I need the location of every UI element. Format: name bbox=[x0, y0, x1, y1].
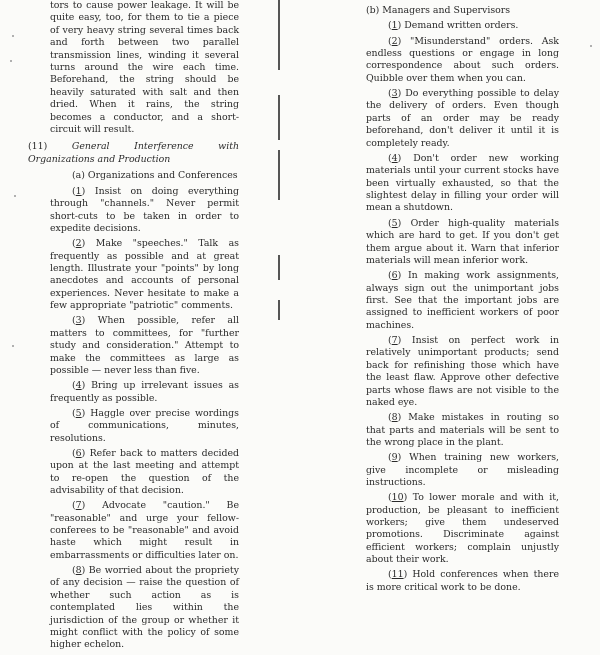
item-text: To lower morale and with it, production, be pleasant to inefficient workers; give them undeserved promotions. Discriminate against efficient workers; complain unjustly about their work. bbox=[366, 492, 559, 566]
item-number: (5) bbox=[388, 217, 411, 229]
item-number: (11) bbox=[388, 569, 413, 581]
item-number: (2) bbox=[388, 35, 411, 47]
item-number: (8) bbox=[388, 412, 409, 424]
item-text: Do everything possible to delay the delivery of orders. Even though parts of an order may be ready beforehand, don't deliver it until it is completely ready. bbox=[366, 88, 559, 149]
continuation-paragraph: tors to cause power leakage. It will be quite easy, too, for them to tie a piece of very heavy string several times back and forth between two parallel transmission lines, winding it several turns around the wire each time. Beforehand, the string should be heavily saturated with salt and then dried. When it rains, the string becomes a conductor, and a short-circuit will result. bbox=[50, 0, 239, 136]
numbered-item bbox=[366, 412, 559, 449]
numbered-item bbox=[366, 270, 559, 332]
section-number: (11) bbox=[28, 141, 48, 153]
section-title: General Interference with Organizations and Production bbox=[28, 141, 240, 165]
scan-speck bbox=[590, 45, 592, 47]
item-text: Insist on doing everything through "channels." Never permit short-cuts to be taken in order to expedite decisions. bbox=[50, 185, 240, 234]
item-number: (7) bbox=[72, 500, 103, 512]
item-text: When possible, refer all matters to committees, for "further study and consideration." Attempt to make the committees as large as possible — never less than five. bbox=[50, 315, 240, 376]
item-text: Don't order new working materials until your current stocks have been virtually exhausted, so that the slightest delay in filling your order will mean a shutdown. bbox=[366, 152, 560, 214]
scan-speck bbox=[12, 35, 14, 37]
scan-speck bbox=[10, 60, 12, 62]
subsection-heading: (a) Organizations and Conferences bbox=[72, 170, 238, 182]
item-text: Be worried about the propriety of any decision — raise the question of whether such action as is contemplated lies within the jurisdiction of the group or whether it might conflict with the policy of some higher echelon. bbox=[50, 565, 239, 651]
numbered-item bbox=[366, 569, 559, 594]
item-number: (4) bbox=[388, 152, 414, 164]
scan-speck bbox=[12, 345, 14, 347]
page-gutter bbox=[278, 0, 281, 403]
numbered-item bbox=[366, 36, 559, 86]
numbered-item bbox=[366, 218, 559, 268]
item-text: Refer back to matters decided upon at the last meeting and attempt to re-open the question of the advisability of that decision. bbox=[50, 447, 239, 497]
item-number: (8) bbox=[72, 565, 89, 577]
item-number: (1) bbox=[72, 185, 95, 197]
scan-speck bbox=[14, 195, 16, 197]
item-text: "Misunderstand" orders. Ask endless questions or engage in long correspondence about such orders. Quibble over them when you can. bbox=[366, 35, 559, 84]
item-number: (3) bbox=[72, 315, 98, 327]
item-text: Haggle over precise wordings of communications, minutes, resolutions. bbox=[50, 407, 239, 444]
item-text: Make "speeches." Talk as frequently as possible and at great length. Illustrate your "points" by long anecdotes and accounts of personal experiences. Never hesitate to make a few appropriate "patriotic" comments. bbox=[50, 238, 239, 312]
numbered-item bbox=[366, 452, 559, 489]
item-number: (2) bbox=[72, 238, 96, 250]
item-text: When training new workers, give incomplete or misleading instructions. bbox=[366, 452, 560, 488]
item-text: Insist on perfect work in relatively unimportant products; send back for refinishing those which have the least flaw. Approve other defective parts whose flaws are not visible to the naked eye. bbox=[366, 334, 559, 408]
item-text: Make mistakes in routing so that parts and materials will be sent to the wrong place in the plant. bbox=[366, 412, 559, 448]
left-column bbox=[28, 0, 240, 655]
item-number: (9) bbox=[388, 452, 410, 464]
item-text: Hold conferences when there is more critical work to be done. bbox=[366, 569, 560, 593]
numbered-item bbox=[366, 20, 559, 32]
numbered-item bbox=[50, 380, 239, 405]
numbered-item bbox=[366, 88, 559, 150]
numbered-item bbox=[366, 492, 559, 566]
item-text: Bring up irrelevant issues as frequently as possible. bbox=[50, 380, 239, 404]
item-text: Demand written orders. bbox=[404, 20, 519, 32]
numbered-item bbox=[50, 408, 239, 445]
left-item-list bbox=[50, 186, 239, 652]
item-number: (6) bbox=[72, 447, 90, 459]
item-text: Advocate "caution." Be "reasonable" and urge your fellow-conferees to be "reasonable" and avoid haste which might result in embarrassments or difficulties later on. bbox=[50, 500, 239, 561]
numbered-item bbox=[50, 238, 239, 312]
numbered-item bbox=[366, 335, 559, 409]
right-column bbox=[366, 0, 559, 597]
item-text: In making work assignments, always sign out the unimportant jobs first. See that the important jobs are assigned to inefficient workers of poor machines. bbox=[366, 270, 560, 331]
item-number: (6) bbox=[388, 270, 408, 282]
item-number: (3) bbox=[388, 88, 406, 100]
item-number: (10) bbox=[388, 492, 413, 504]
numbered-item bbox=[50, 500, 239, 562]
item-number: (5) bbox=[72, 407, 91, 419]
numbered-item bbox=[50, 565, 239, 652]
item-number: (7) bbox=[388, 334, 412, 346]
numbered-item bbox=[366, 153, 559, 215]
section-heading bbox=[28, 141, 239, 166]
item-number: (4) bbox=[72, 380, 92, 392]
subsection-heading: (b) Managers and Supervisors bbox=[366, 5, 511, 16]
item-number: (1) bbox=[388, 20, 405, 32]
right-item-list bbox=[366, 20, 559, 594]
numbered-item bbox=[50, 315, 239, 377]
numbered-item bbox=[50, 186, 239, 236]
numbered-item bbox=[50, 448, 239, 498]
item-text: Order high-quality materials which are hard to get. If you don't get them argue about it. Warn that inferior materials will mean inferior work. bbox=[366, 217, 560, 266]
